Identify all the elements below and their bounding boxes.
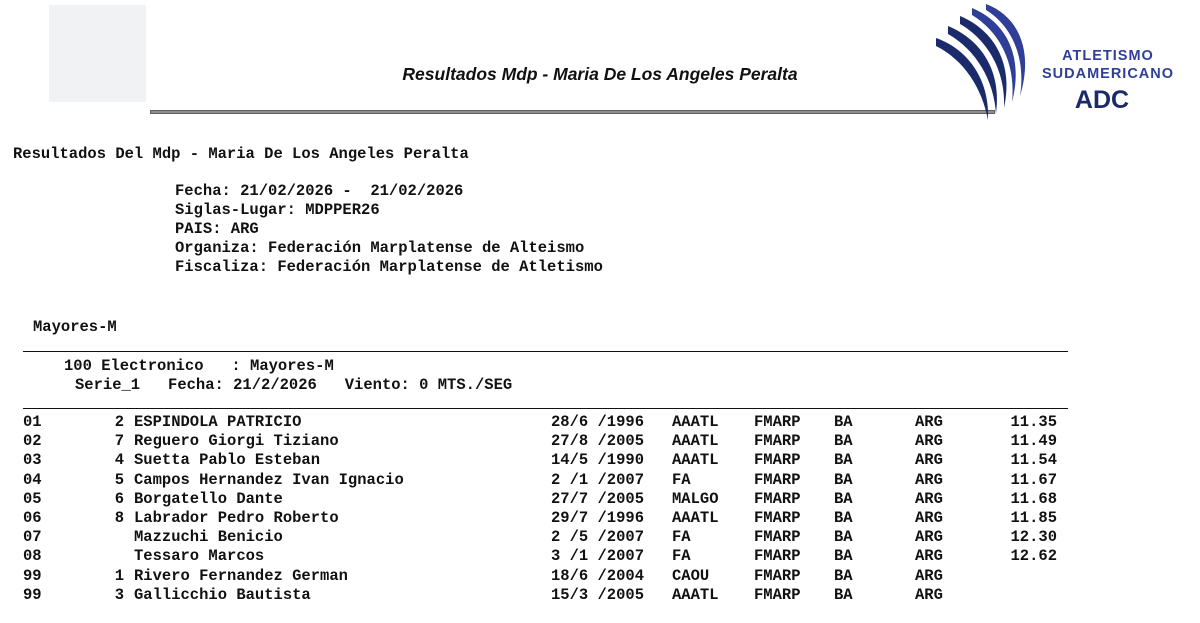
results-top-rule bbox=[23, 408, 1068, 409]
result-bib: 7 bbox=[114, 432, 124, 451]
result-pos: 99 bbox=[23, 566, 42, 585]
event-title: 100 Electronico : Mayores-M bbox=[64, 357, 334, 375]
result-club: AAATL bbox=[672, 451, 719, 470]
result-club: AAATL bbox=[672, 585, 719, 604]
result-name: Labrador Pedro Roberto bbox=[134, 509, 339, 527]
meeting-supervisor: Fiscaliza: Federación Marplatense de Atletismo bbox=[175, 258, 603, 276]
result-fed: FMARP bbox=[754, 547, 801, 566]
result-prov: BA bbox=[834, 585, 853, 604]
result-fed: FMARP bbox=[754, 432, 801, 451]
result-bib: 8 bbox=[114, 509, 124, 527]
result-row bbox=[0, 547, 1200, 566]
result-mark: 11.68 bbox=[1010, 489, 1057, 508]
event-heat-info: Serie_1 Fecha: 21/2/2026 Viento: 0 MTS./SEG bbox=[75, 376, 513, 394]
result-country: ARG bbox=[915, 413, 943, 431]
result-row bbox=[0, 432, 1200, 451]
result-dob: 2 /1 /2007 bbox=[551, 470, 645, 489]
result-club: AAATL bbox=[672, 509, 719, 527]
result-dob: 14/5 /1990 bbox=[551, 451, 645, 470]
result-dob: 28/6 /1996 bbox=[551, 413, 645, 431]
atletismo-sudamericano-logo bbox=[930, 2, 1192, 127]
category-heading: Mayores-M bbox=[33, 318, 117, 336]
result-prov: BA bbox=[834, 413, 853, 431]
result-bib: 6 bbox=[114, 489, 124, 508]
result-dob: 15/3 /2005 bbox=[551, 585, 645, 604]
result-row bbox=[0, 509, 1200, 528]
result-mark: 11.85 bbox=[1010, 509, 1057, 527]
result-dob: 29/7 /1996 bbox=[551, 509, 645, 527]
result-fed: FMARP bbox=[754, 413, 801, 431]
result-name: Gallicchio Bautista bbox=[134, 585, 311, 604]
result-row bbox=[0, 567, 1200, 586]
result-club: FA bbox=[672, 528, 691, 547]
result-prov: BA bbox=[834, 451, 853, 470]
result-row bbox=[0, 490, 1200, 509]
result-club: FA bbox=[672, 470, 691, 489]
result-dob: 18/6 /2004 bbox=[551, 566, 645, 585]
result-dob: 2 /5 /2007 bbox=[551, 528, 645, 547]
result-name: Suetta Pablo Esteban bbox=[134, 451, 321, 470]
result-mark: 12.62 bbox=[1010, 547, 1057, 566]
result-country: ARG bbox=[915, 566, 943, 585]
result-country: ARG bbox=[915, 489, 943, 508]
result-fed: FMARP bbox=[754, 509, 801, 527]
result-country: ARG bbox=[915, 470, 943, 489]
meeting-details bbox=[175, 182, 603, 277]
result-row bbox=[0, 413, 1200, 432]
result-bib: 1 bbox=[114, 566, 124, 585]
result-pos: 06 bbox=[23, 509, 42, 527]
result-country: ARG bbox=[915, 528, 943, 547]
result-fed: FMARP bbox=[754, 528, 801, 547]
result-pos: 99 bbox=[23, 585, 42, 604]
result-pos: 05 bbox=[23, 489, 42, 508]
result-name: ESPINDOLA PATRICIO bbox=[134, 413, 302, 431]
result-fed: FMARP bbox=[754, 489, 801, 508]
result-pos: 03 bbox=[23, 451, 42, 470]
result-prov: BA bbox=[834, 432, 853, 451]
meeting-organizer: Organiza: Federación Marplatense de Alteismo bbox=[175, 239, 585, 257]
result-country: ARG bbox=[915, 585, 943, 604]
result-club: CAOU bbox=[672, 566, 710, 585]
meeting-code: Siglas-Lugar: MDPPER26 bbox=[175, 201, 380, 219]
result-country: ARG bbox=[915, 432, 943, 451]
result-prov: BA bbox=[834, 528, 853, 547]
logo-line1: ATLETISMO bbox=[1062, 48, 1154, 64]
result-dob: 27/8 /2005 bbox=[551, 432, 645, 451]
logo-line2: SUDAMERICANO bbox=[1041, 66, 1175, 82]
result-row bbox=[0, 451, 1200, 470]
header-divider bbox=[150, 110, 995, 114]
result-prov: BA bbox=[834, 547, 853, 566]
result-name: Tessaro Marcos bbox=[134, 547, 265, 566]
result-bib: 2 bbox=[114, 413, 124, 431]
result-mark: 11.54 bbox=[1010, 451, 1057, 470]
result-dob: 27/7 /2005 bbox=[551, 489, 645, 508]
result-name: Borgatello Dante bbox=[134, 489, 283, 508]
result-pos: 07 bbox=[23, 528, 42, 547]
logo-swoosh-icon bbox=[936, 4, 1025, 120]
meeting-date: Fecha: 21/02/2026 - 21/02/2026 bbox=[175, 182, 464, 200]
result-bib: 3 bbox=[114, 585, 124, 604]
meeting-country: PAIS: ARG bbox=[175, 220, 259, 238]
result-prov: BA bbox=[834, 489, 853, 508]
result-pos: 02 bbox=[23, 432, 42, 451]
result-club: AAATL bbox=[672, 413, 719, 431]
result-name: Reguero Giorgi Tiziano bbox=[134, 432, 339, 451]
result-fed: FMARP bbox=[754, 566, 801, 585]
result-club: FA bbox=[672, 547, 691, 566]
result-fed: FMARP bbox=[754, 585, 801, 604]
result-prov: BA bbox=[834, 566, 853, 585]
result-mark: 12.30 bbox=[1010, 528, 1057, 547]
result-mark: 11.35 bbox=[1010, 413, 1057, 431]
result-row bbox=[0, 528, 1200, 547]
result-row bbox=[0, 471, 1200, 490]
result-name: Campos Hernandez Ivan Ignacio bbox=[134, 470, 404, 489]
result-club: MALGO bbox=[672, 489, 719, 508]
result-pos: 08 bbox=[23, 547, 42, 566]
result-prov: BA bbox=[834, 509, 853, 527]
result-country: ARG bbox=[915, 509, 943, 527]
result-row bbox=[0, 586, 1200, 605]
result-bib: 4 bbox=[114, 451, 124, 470]
event-top-rule bbox=[23, 351, 1068, 352]
result-fed: FMARP bbox=[754, 451, 801, 470]
result-fed: FMARP bbox=[754, 470, 801, 489]
result-prov: BA bbox=[834, 470, 853, 489]
logo-line3: ADC bbox=[1074, 86, 1130, 114]
result-country: ARG bbox=[915, 451, 943, 470]
header-placeholder-image bbox=[49, 5, 146, 102]
result-name: Rivero Fernandez German bbox=[134, 566, 348, 585]
result-dob: 3 /1 /2007 bbox=[551, 547, 645, 566]
result-mark: 11.67 bbox=[1010, 470, 1057, 489]
meeting-title: Resultados Del Mdp - Maria De Los Angeles Peralta bbox=[13, 145, 469, 163]
result-bib: 5 bbox=[114, 470, 124, 489]
result-mark: 11.49 bbox=[1010, 432, 1057, 451]
result-club: AAATL bbox=[672, 432, 719, 451]
result-pos: 04 bbox=[23, 470, 42, 489]
result-pos: 01 bbox=[23, 413, 42, 431]
result-country: ARG bbox=[915, 547, 943, 566]
result-name: Mazzuchi Benicio bbox=[134, 528, 283, 547]
header-title: Resultados Mdp - Maria De Los Angeles Peralta bbox=[402, 64, 798, 84]
